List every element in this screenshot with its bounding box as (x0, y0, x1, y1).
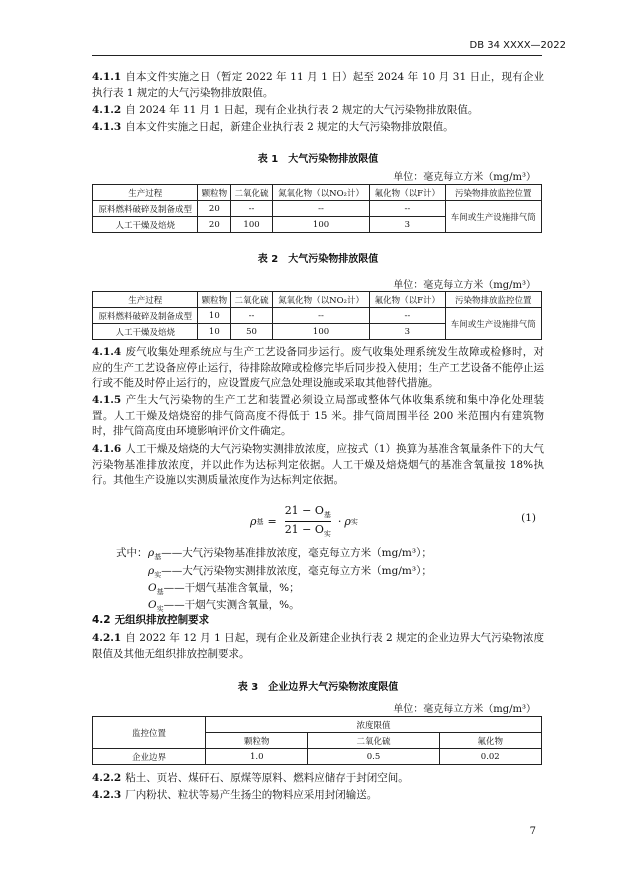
table-cell: -- (370, 308, 445, 324)
table1 (92, 184, 542, 233)
page-number: 7 (529, 826, 536, 837)
table3-group-header: 浓度限值 (206, 717, 542, 733)
table1-header: 颗粒物 (198, 185, 231, 201)
table3 (92, 716, 542, 765)
table-cell: 3 (370, 217, 445, 233)
table-cell: 企业边界 (93, 749, 206, 765)
table-cell: 原料燃料破碎及制备成型 (93, 201, 198, 217)
table-cell: 原料燃料破碎及制备成型 (93, 308, 198, 324)
table-cell: 人工干燥及焙烧 (93, 324, 198, 340)
table-cell: -- (272, 308, 369, 324)
table-row (93, 749, 542, 765)
para-4-1-3: 4.1.3 自本文件实施之日起，新建企业执行表 2 规定的大气污染物排放限值。 (92, 121, 454, 133)
table2-header: 氟化物（以F计） (370, 292, 445, 308)
table-cell: 100 (272, 217, 369, 233)
where-item: $\rho_基——$大气污染物基准排放浓度，毫克每立方米（mg/m³）； (148, 547, 432, 562)
where-item: $O_实——$干烟气实测含氧量，%。 (148, 599, 300, 614)
table-row (93, 201, 542, 217)
where-item: $\rho_实——$大气污染物实测排放浓度，毫克每立方米（mg/m³）； (148, 565, 432, 580)
table1-header: 氮氧化物（以NO₂计） (272, 185, 369, 201)
table-cell: 人工干燥及焙烧 (93, 217, 198, 233)
table-cell: 20 (198, 201, 231, 217)
table-cell-location: 车间或生产设施排气筒 (445, 201, 541, 233)
table2-header: 氮氧化物（以NO₂计） (272, 292, 369, 308)
table-cell: 50 (231, 324, 273, 340)
table2-header: 污染物排放监控位置 (445, 292, 541, 308)
para-4-1-6: 4.1.6 人工干燥及焙烧的大气污染物实测排放浓度，应按式（1）换算为基准含氧量条件下的大气污染物基准排放浓度，并以此作为达标判定依据。人工干燥及焙烧烟气的基准含氧量按 18%执行。其他生产设施以实测质量浓度作为达标判定依据。 (92, 443, 544, 486)
table-cell: 10 (198, 308, 231, 324)
table-cell-location: 车间或生产设施排气筒 (445, 308, 541, 340)
table3-header: 颗粒物 (206, 733, 308, 749)
table1-header: 二氧化硫 (231, 185, 273, 201)
table1-title: 表 1 大气污染物排放限值 (257, 154, 379, 165)
table3-header: 二氧化硫 (308, 733, 439, 749)
table2 (92, 291, 542, 340)
table-cell: -- (231, 201, 273, 217)
para-4-1-5: 4.1.5 产生大气污染物的生产工艺和装置必须设立局部或整体气体收集系统和集中净化处理装置。人工干燥及焙烧窑的排气筒高度不得低于 15 米。排气筒周围半径 200 米范围内有建筑物时，排气筒高度由环境影响评价文件确定。 (92, 394, 544, 437)
para-4-1-1: 4.1.1 自本文件实施之日（暂定 2022 年 11 月 1 日）起至 2024 年 10 月 31 日止，现有企业执行表 1 规定的大气污染物排放限值。 (92, 71, 544, 99)
doc-code: DB 34 XXXX—2022 (469, 40, 566, 51)
para-4-1-2: 4.1.2 自 2024 年 11 月 1 日起，现有企业执行表 2 规定的大气污染物排放限值。 (92, 104, 479, 116)
where-lead: 式中： (116, 547, 148, 559)
table-cell: 100 (231, 217, 273, 233)
equation-number: (1) (521, 512, 536, 524)
para-4-2-3: 4.2.3 厂内粉状、粒状等易产生扬尘的物料应采用封闭输送。 (92, 789, 378, 801)
equation-fraction: $\frac{21 - O_基}{21 - O_实}$ (284, 504, 331, 539)
para-4-2-2: 4.2.2 粘土、页岩、煤矸石、原煤等原料、燃料应储存于封闭空间。 (92, 772, 409, 784)
section-4-2: 4.2 无组织排放控制要求 (92, 614, 210, 626)
table-cell: 0.02 (439, 749, 542, 765)
table-cell: -- (272, 201, 369, 217)
table3-header: 氟化物 (439, 733, 542, 749)
table-cell: 10 (198, 324, 231, 340)
table-cell: 0.5 (308, 749, 439, 765)
para-4-1-4: 4.1.4 废气收集处理系统应与生产工艺设备同步运行。废气收集处理系统发生故障或检修时，对应的生产工艺设备应停止运行，待排除故障或检修完毕后同步投入使用；生产工艺设备不能停止运行或不能及时停止运行的，应设置废气应急处理设施或采取其他替代措施。 (92, 346, 544, 389)
equation-1: ρ 基 = $\frac{21 - O_基}{21 - O_实}$ · ρ 实 (250, 504, 358, 539)
table-cell: 3 (370, 324, 445, 340)
table1-unit: 单位：毫克每立方米（mg/m³） (393, 172, 536, 183)
fraction-bar (285, 521, 331, 522)
table2-header: 颗粒物 (198, 292, 231, 308)
table3-unit: 单位：毫克每立方米（mg/m³） (393, 704, 536, 715)
table-cell: 20 (198, 217, 231, 233)
table-cell: 1.0 (206, 749, 308, 765)
table2-header-row (93, 292, 542, 308)
table3-title: 表 3 企业边界大气污染物浓度限值 (237, 682, 399, 693)
table-cell: -- (370, 201, 445, 217)
table1-header: 生产过程 (93, 185, 198, 201)
para-4-2-1: 4.2.1 自 2022 年 12 月 1 日起，现有企业及新建企业执行表 2 规定的企业边界大气污染物浓度限值及其他无组织排放控制要求。 (92, 632, 544, 660)
table-row (93, 308, 542, 324)
header-rule (92, 55, 542, 56)
table-cell: 100 (272, 324, 369, 340)
where-item: $O_基——$干烟气基准含氧量，%； (148, 582, 300, 597)
table2-header: 二氧化硫 (231, 292, 273, 308)
table1-header-row (93, 185, 542, 201)
table1-header: 污染物排放监控位置 (445, 185, 541, 201)
table3-header: 监控位置 (93, 717, 206, 749)
table2-unit: 单位：毫克每立方米（mg/m³） (393, 280, 536, 291)
table2-header: 生产过程 (93, 292, 198, 308)
table3-header-row (93, 717, 542, 733)
table2-title: 表 2 大气污染物排放限值 (257, 254, 379, 265)
table1-header: 氟化物（以F计） (370, 185, 445, 201)
table-cell: -- (231, 308, 273, 324)
